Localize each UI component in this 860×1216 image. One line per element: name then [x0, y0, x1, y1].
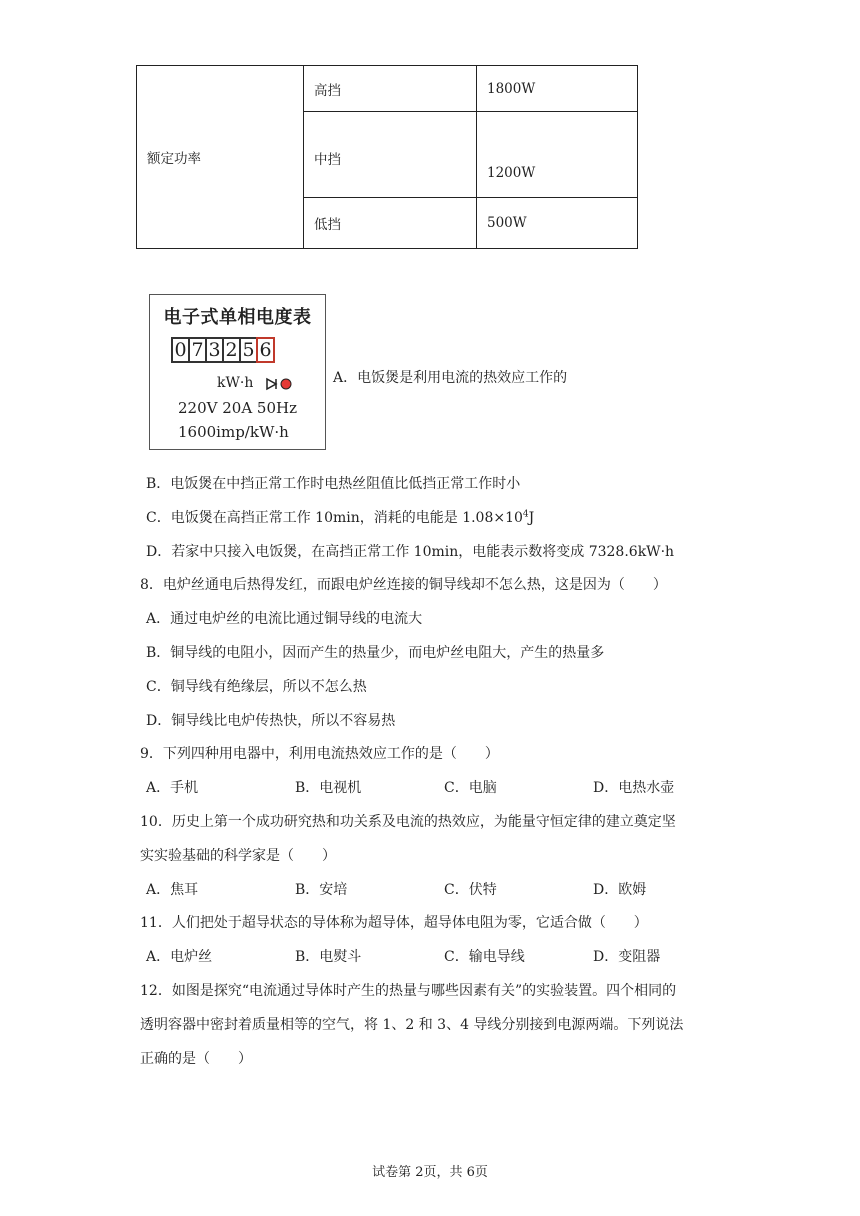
q7-option-a: A．电饭煲是利用电流的热效应工作的	[333, 370, 568, 386]
q8-option-c: C．铜导线有绝缘层，所以不怎么热	[146, 679, 367, 695]
q9-option: A．手机	[146, 780, 199, 796]
meter-digits	[171, 337, 275, 363]
power-spec-table	[136, 65, 638, 249]
q10-option: C．伏特	[444, 882, 497, 898]
meter-digit: 3	[205, 337, 224, 363]
q11-option: A．电炉丝	[146, 949, 213, 965]
q7-option-c: C．电饭煲在高挡正常工作 10min，消耗的电能是 $1.08\times 10^4J$	[146, 509, 535, 526]
q8-option-b: B．铜导线的电阻小，因而产生的热量少，而电炉丝电阻大，产生的热量多	[146, 645, 605, 661]
q10-option: B．安培	[295, 882, 348, 898]
electricity-meter-figure	[149, 294, 326, 450]
meter-unit: kW·h	[217, 375, 254, 391]
q10-stem-line2: 实实验基础的科学家是（ ）	[140, 848, 336, 864]
q8-option-a: A．通过电炉丝的电流比通过铜导线的电流大	[146, 611, 423, 627]
q8-stem: 8．电炉丝通电后热得发红，而跟电炉丝连接的铜导线却不怎么热，这是因为（ ）	[140, 577, 667, 593]
meter-digit: 5	[239, 337, 258, 363]
q9-option: B．电视机	[295, 780, 362, 796]
q11-option: B．电熨斗	[295, 949, 362, 965]
q12-stem-line1: 12．如图是探究“电流通过导体时产生的热量与哪些因素有关”的实验装置。四个相同的	[140, 983, 677, 999]
rated-power-label: 额定功率	[137, 66, 304, 249]
q7-option-b: B．电饭煲在中挡正常工作时电热丝阻值比低挡正常工作时小	[146, 476, 521, 492]
q10-stem-line1: 10．历史上第一个成功研究热和功关系及电流的热效应，为能量守恒定律的建立奠定坚	[140, 814, 676, 830]
pulse-indicator-icon	[265, 377, 295, 391]
meter-rating: 220V 20A 50Hz	[178, 399, 297, 417]
meter-digit-decimal: 6	[256, 337, 275, 363]
page-footer: 试卷第 2页，共 6页	[372, 1165, 488, 1180]
gear-mid-label: 中挡	[304, 112, 477, 198]
meter-constant: 1600imp/kW·h	[178, 423, 289, 441]
q9-option: C．电脑	[444, 780, 497, 796]
q9-stem: 9．下列四种用电器中，利用电流热效应工作的是（ ）	[140, 746, 499, 762]
meter-digit: 2	[222, 337, 241, 363]
meter-digit: 0	[171, 337, 190, 363]
q12-stem-line2: 透明容器中密封着质量相等的空气，将 1、2 和 3、4 导线分别接到电源两端。下列说法	[140, 1017, 684, 1033]
q10-option: D．欧姆	[593, 882, 647, 898]
q11-stem: 11．人们把处于超导状态的导体称为超导体，超导体电阻为零，它适合做（ ）	[140, 915, 648, 931]
meter-digit: 7	[188, 337, 207, 363]
q8-option-d: D．铜导线比电炉传热快，所以不容易热	[146, 713, 396, 729]
q10-option: A．焦耳	[146, 882, 199, 898]
gear-low-power: 500W	[477, 198, 638, 249]
gear-low-label: 低挡	[304, 198, 477, 249]
q12-stem-line3: 正确的是（ ）	[140, 1051, 252, 1067]
q9-option: D．电热水壶	[593, 780, 675, 796]
q7-option-d: D．若家中只接入电饭煲，在高挡正常工作 10min，电能表示数将变成 7328.6kW·h	[146, 544, 675, 560]
q11-option: D．变阻器	[593, 949, 661, 965]
meter-title: 电子式单相电度表	[163, 307, 312, 328]
gear-high-power: 1800W	[477, 66, 638, 112]
gear-mid-power: 1200W	[477, 112, 638, 198]
q11-option: C．输电导线	[444, 949, 525, 965]
gear-high-label: 高挡	[304, 66, 477, 112]
